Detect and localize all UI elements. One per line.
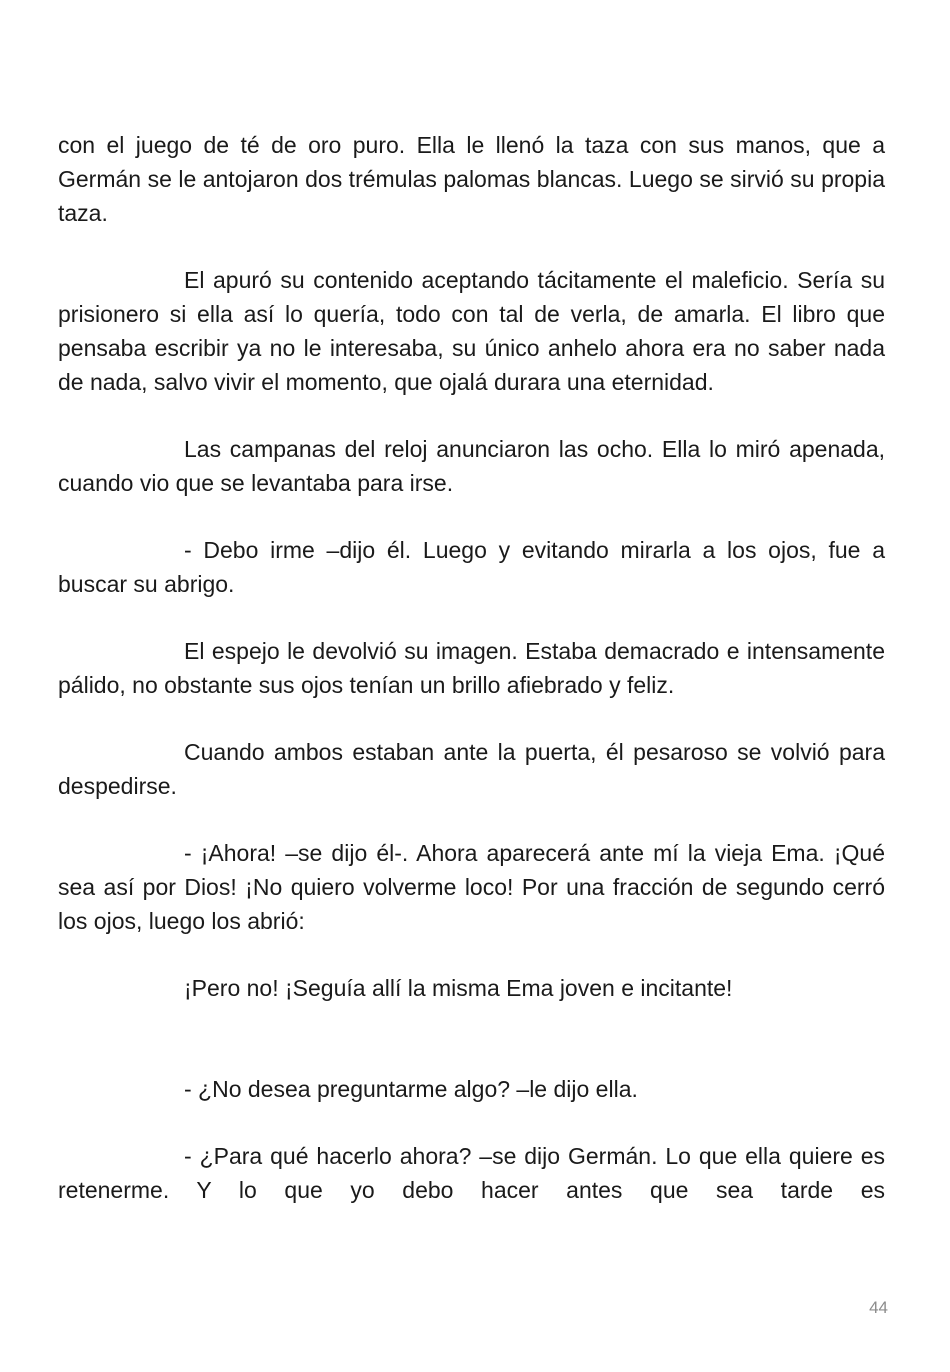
paragraph-2: El apuró su contenido aceptando tácitamente el maleficio. Sería su prisionero si ella así lo quería, todo con tal de verla, de amarla. El libro que pensaba escribir ya no le interesaba, su único anhelo ahora era no saber nada de nada, salvo vivir el momento, que ojalá durara una eternidad. (58, 267, 885, 395)
paragraph-4: - Debo irme –dijo él. Luego y evitando mirarla a los ojos, fue a buscar su abrigo. (58, 537, 885, 597)
paragraph-8: ¡Pero no! ¡Seguía allí la misma Ema joven e incitante! (184, 975, 733, 1001)
paragraph-3: Las campanas del reloj anunciaron las ocho. Ella lo miró apenada, cuando vio que se levantaba para irse. (58, 436, 885, 496)
paragraph-10: - ¿Para qué hacerlo ahora? –se dijo Germán. Lo que ella quiere es retenerme. Y lo que yo debo hacer antes que sea tarde es (58, 1143, 885, 1203)
paragraph-9: - ¿No desea preguntarme algo? –le dijo ella. (184, 1076, 638, 1102)
paragraph-1: con el juego de té de oro puro. Ella le llenó la taza con sus manos, que a Germán se le antojaron dos trémulas palomas blancas. Luego se sirvió su propia taza. (58, 132, 885, 226)
paragraph-5: El espejo le devolvió su imagen. Estaba demacrado e intensamente pálido, no obstante sus ojos tenían un brillo afiebrado y feliz. (58, 638, 885, 698)
paragraph-6: Cuando ambos estaban ante la puerta, él pesaroso se volvió para despedirse. (58, 739, 885, 799)
paragraph-7: - ¡Ahora! –se dijo él-. Ahora aparecerá ante mí la vieja Ema. ¡Qué sea así por Dios! ¡No quiero volverme loco! Por una fracción de segundo cerró los ojos, luego los abrió: (58, 840, 885, 934)
page-body (58, 128, 885, 1207)
page-number: 44 (869, 1298, 888, 1317)
